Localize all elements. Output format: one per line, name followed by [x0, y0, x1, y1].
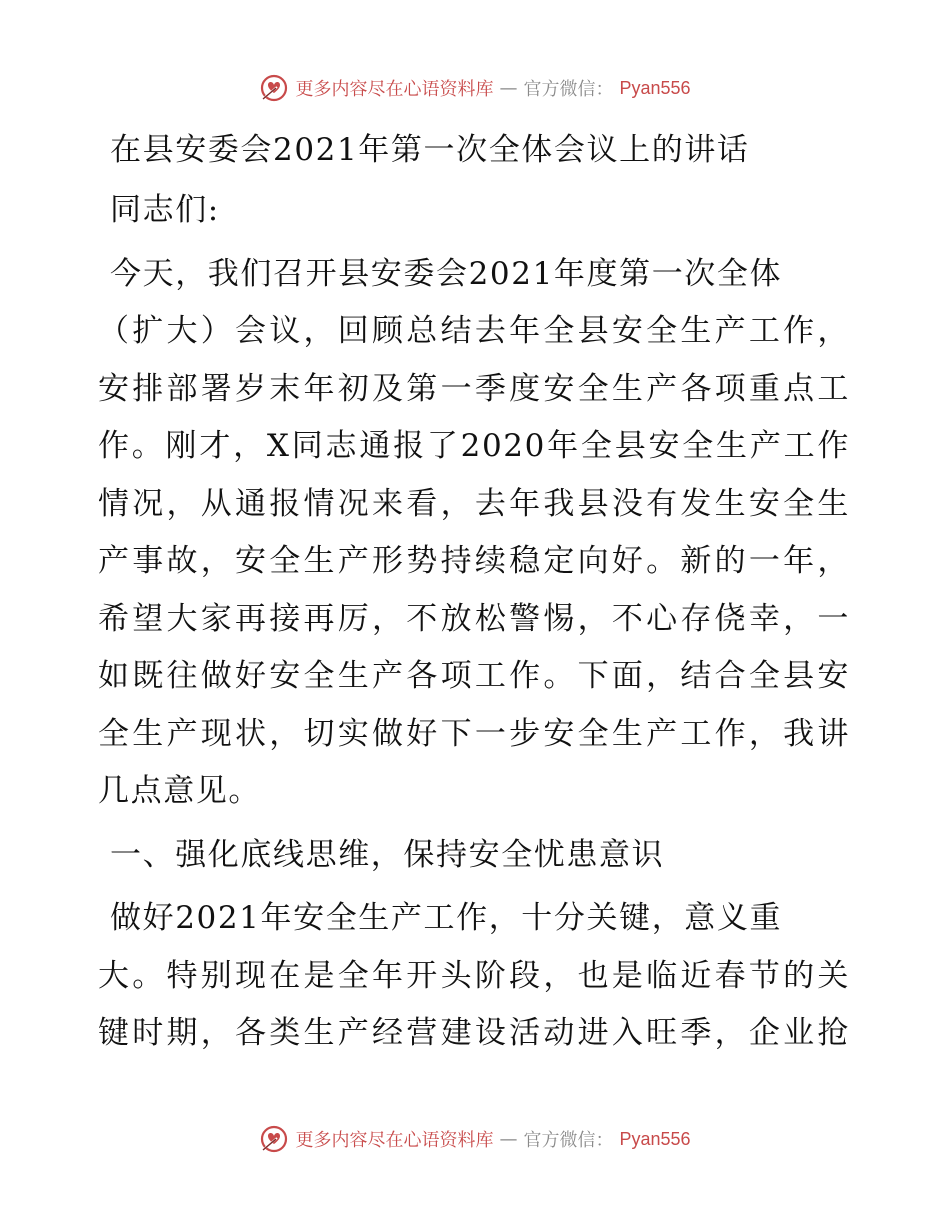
- paragraph-line: 如既往做好安全生产各项工作。下面，结合全县安: [98, 658, 850, 694]
- watermark-handle: Pyan556: [619, 1128, 691, 1149]
- heart-pen-logo-icon: [259, 1124, 289, 1154]
- watermark-header: [0, 73, 950, 103]
- watermark-separator: —: [499, 77, 518, 99]
- paragraph-line: 键时期，各类生产经营建设活动进入旺季，企业抢: [98, 1015, 850, 1051]
- watermark-main-text: 更多内容尽在心语资料库: [295, 79, 494, 100]
- watermark-footer: [0, 1124, 950, 1154]
- paragraph-1: [98, 246, 850, 821]
- paragraph-line: 大。特别现在是全年开头阶段，也是临近春节的关: [98, 957, 850, 994]
- paragraph-line: 安排部署岁末年初及第一季度安全生产各项重点工: [98, 370, 850, 407]
- document-title: 在县安委会2021年第一次全体会议上的讲话: [110, 132, 750, 168]
- paragraph-2: [98, 890, 850, 1063]
- paragraph-line: （扩大）会议，回顾总结去年全县安全生产工作，: [98, 313, 850, 349]
- paragraph-line: 希望大家再接再厉，不放松警惕，不心存侥幸，一: [98, 600, 850, 637]
- paragraph-line: 几点意见。: [98, 773, 261, 809]
- salutation: 同志们:: [110, 192, 220, 228]
- paragraph-line: 做好2021年安全生产工作，十分关键，意义重: [110, 900, 783, 936]
- watermark-wechat-label: 官方微信：: [523, 79, 614, 100]
- paragraph-line: 作。刚才，X同志通报了2020年全县安全生产工作: [98, 428, 850, 464]
- heart-pen-logo-icon: [259, 73, 289, 103]
- document-body: [98, 122, 850, 1063]
- paragraph-line: 今天，我们召开县安委会2021年度第一次全体: [110, 255, 783, 292]
- paragraph-line: 产事故，安全生产形势持续稳定向好。新的一年，: [98, 543, 850, 579]
- watermark-separator: —: [499, 1128, 518, 1150]
- paragraph-line: 全生产现状，切实做好下一步安全生产工作，我讲: [98, 715, 850, 752]
- section-heading-1: 一、强化底线思维，保持安全忧患意识: [110, 836, 665, 873]
- watermark-wechat-label: 官方微信：: [523, 1130, 614, 1151]
- watermark-main-text: 更多内容尽在心语资料库: [295, 1130, 494, 1151]
- watermark-handle: Pyan556: [619, 77, 691, 98]
- paragraph-line: 情况，从通报情况来看，去年我县没有发生安全生: [98, 485, 850, 522]
